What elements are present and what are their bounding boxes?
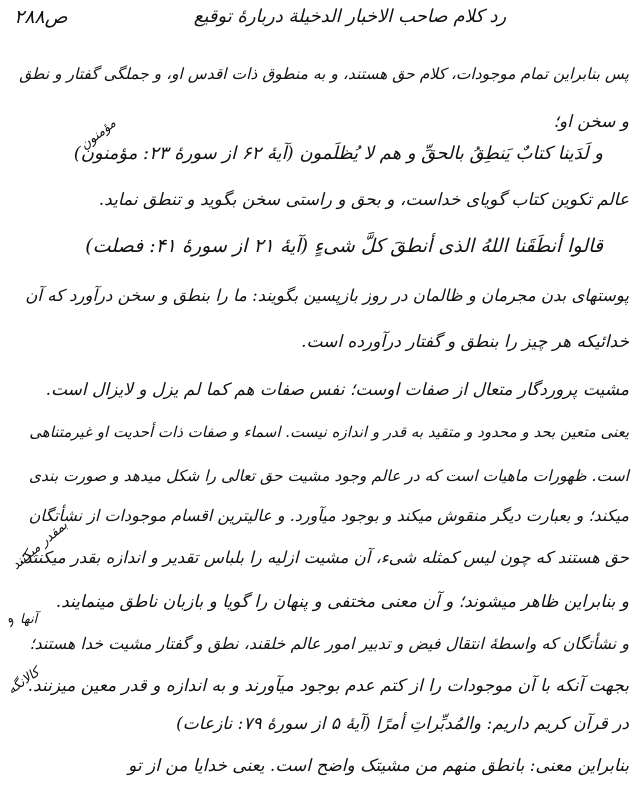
margin-note: آنها xyxy=(20,612,38,627)
text-line-10: است. ظهورات ماهیات است که در عالم وجود مشیت حق تعالی را شکل میدهد و صورت بندی xyxy=(28,467,629,485)
quran-verse-1: و لَدَینا کتابٌ یَنطِقُ بالحقِّ و هم لا یُظلَمون (آیهٔ ۶۲ از سورهٔ ۲۳: مؤمنون) xyxy=(73,143,603,164)
text-line-14: و نشأتگان که واسطهٔ انتقال فیض و تدبیر امور عالم خلقند، نطق و گفتار مشیت خدا هستند؛ xyxy=(29,634,629,653)
margin-note: کالانگه xyxy=(4,665,43,698)
text-line-15: بجهت آنکه با آن موجودات را از کتم عدم بوجود میآورند و به اندازه و قدر معین میزنند. xyxy=(27,676,629,696)
page-number: ص۲۸۸ xyxy=(14,6,68,28)
text-line-6: پوستهای بدن مجرمان و ظالمان در روز بازپسین بگویند: ما را بنطق و سخن درآورد که آن xyxy=(25,286,629,305)
text-line-4: عالم تکوین کتاب گویای خداست، و بحق و راستی سخن بگوید و تنطق نماید. xyxy=(98,190,629,210)
text-line-2: و سخن او؛ xyxy=(553,112,629,132)
margin-note: بمقدر میکنند xyxy=(9,518,71,573)
margin-note: مؤمنون xyxy=(77,116,120,153)
text-line-7: خدائیکه هر چیز را بنطق و گفتار درآورده است. xyxy=(301,332,629,352)
text-line-11: میکند؛ و بعبارت دیگر منقوش میکند و بوجود میآورد. و عالیترین اقسام موجودات از نشأتگان xyxy=(28,506,629,525)
text-line-13: و بنابراین ظاهر میشوند؛ و آن معنی مختفی و پنهان را گویا و بازبان ناطق مینمایند. xyxy=(55,592,629,612)
quran-verse-2: قالوا أنطَقَنا اللهُ الذی أنطقَ کلَّ شیءٍ (آیهٔ ۲۱ از سورهٔ ۴۱: فصلت) xyxy=(85,235,603,257)
quran-verse-3: در قرآن کریم داریم: والمُدبِّراتِ أمرًا (آیهٔ ۵ از سورهٔ ۷۹: نازعات) xyxy=(176,714,629,734)
text-line-1: پس بنابراین تمام موجودات، کلام حق هستند، و به منطوق ذات اقدس او، و جملگی گفتار و نطق xyxy=(19,65,629,83)
text-line-8: مشیت پروردگار متعال از صفات اوست؛ نفس صفات هم کما لم یزل و لایزال است. xyxy=(45,380,629,400)
text-line-12: حق هستند که چون لیس کمثله شیء، آن مشیت ازلیه را بلباس تقدیر و اندازه بقدر میکنند؛ xyxy=(18,548,629,567)
page-title: رد کلام صاحب الاخبار الدخیلة دربارهٔ توقیع xyxy=(193,6,507,27)
text-line-9: یعنی متعین بحد و محدود و متقید به قدر و اندازه نیست. اسماء و صفات ذات أحدیت او غیرمتناهی xyxy=(29,423,629,441)
text-line-17: بنابراین معنی: بانطق منهم من مشیتک واضح است. یعنی خدایا من از تو xyxy=(128,756,629,776)
margin-note: و xyxy=(1,611,17,628)
